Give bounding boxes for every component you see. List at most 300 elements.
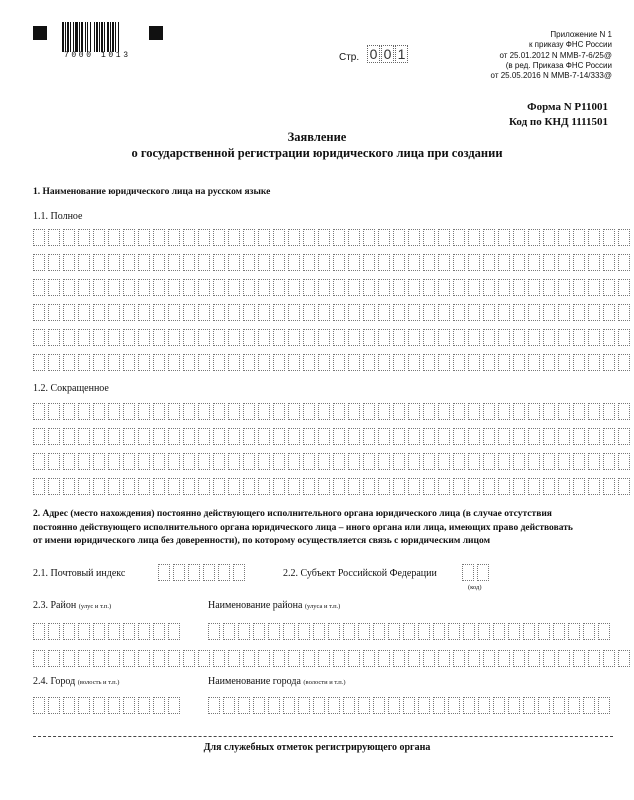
input-cell[interactable] xyxy=(213,279,225,296)
input-cell[interactable] xyxy=(168,254,180,271)
input-cell[interactable] xyxy=(168,428,180,445)
input-cell[interactable] xyxy=(558,650,570,667)
input-cell[interactable] xyxy=(243,329,255,346)
input-cell[interactable] xyxy=(408,229,420,246)
input-cell[interactable] xyxy=(138,697,150,714)
input-cell[interactable] xyxy=(333,254,345,271)
input-cell[interactable] xyxy=(573,478,585,495)
input-cell[interactable] xyxy=(483,478,495,495)
input-cell[interactable] xyxy=(228,304,240,321)
input-cell[interactable] xyxy=(238,697,250,714)
input-cell[interactable] xyxy=(618,453,630,470)
input-cell[interactable] xyxy=(418,697,430,714)
input-cell[interactable] xyxy=(378,428,390,445)
input-cell[interactable] xyxy=(93,697,105,714)
input-cell[interactable] xyxy=(288,229,300,246)
input-cell[interactable] xyxy=(528,650,540,667)
input-cell[interactable] xyxy=(258,329,270,346)
input-cell[interactable] xyxy=(258,403,270,420)
input-cell[interactable] xyxy=(243,279,255,296)
input-cell[interactable] xyxy=(528,229,540,246)
input-cell[interactable] xyxy=(123,478,135,495)
input-cell[interactable] xyxy=(273,229,285,246)
input-cell[interactable] xyxy=(78,697,90,714)
input-cell[interactable] xyxy=(358,697,370,714)
input-cell[interactable] xyxy=(138,453,150,470)
input-cell[interactable] xyxy=(483,304,495,321)
input-cell[interactable] xyxy=(93,403,105,420)
input-cell[interactable] xyxy=(93,229,105,246)
input-cell[interactable] xyxy=(63,329,75,346)
input-cell[interactable] xyxy=(363,304,375,321)
input-cell[interactable] xyxy=(318,329,330,346)
input-cell[interactable] xyxy=(573,254,585,271)
input-cell[interactable] xyxy=(453,478,465,495)
input-cell[interactable] xyxy=(363,229,375,246)
input-cell[interactable] xyxy=(258,354,270,371)
input-cell[interactable] xyxy=(328,623,340,640)
input-cell[interactable] xyxy=(273,650,285,667)
input-cell[interactable] xyxy=(273,304,285,321)
input-cell[interactable] xyxy=(468,304,480,321)
input-cell[interactable] xyxy=(48,453,60,470)
input-cell[interactable] xyxy=(543,428,555,445)
input-cell[interactable] xyxy=(123,304,135,321)
input-cell[interactable] xyxy=(288,428,300,445)
input-cell[interactable] xyxy=(483,403,495,420)
input-cell[interactable] xyxy=(423,403,435,420)
input-cell[interactable] xyxy=(273,279,285,296)
input-cell[interactable] xyxy=(93,304,105,321)
input-cell[interactable] xyxy=(348,453,360,470)
input-cell[interactable] xyxy=(553,623,565,640)
input-cell[interactable] xyxy=(303,453,315,470)
input-cell[interactable] xyxy=(423,329,435,346)
input-cell[interactable] xyxy=(183,229,195,246)
input-cell[interactable] xyxy=(558,453,570,470)
input-cell[interactable] xyxy=(523,623,535,640)
input-cell[interactable] xyxy=(318,650,330,667)
input-cell[interactable] xyxy=(423,304,435,321)
input-cell[interactable] xyxy=(198,453,210,470)
input-cell[interactable] xyxy=(268,697,280,714)
input-cell[interactable] xyxy=(598,697,610,714)
input-cell[interactable] xyxy=(393,478,405,495)
input-cell[interactable] xyxy=(408,453,420,470)
input-cell[interactable] xyxy=(153,623,165,640)
input-cell[interactable] xyxy=(543,254,555,271)
input-cell[interactable] xyxy=(513,279,525,296)
input-cell[interactable] xyxy=(108,229,120,246)
input-cell[interactable] xyxy=(348,329,360,346)
input-cell[interactable] xyxy=(93,279,105,296)
input-cell[interactable] xyxy=(543,329,555,346)
input-cell[interactable] xyxy=(168,623,180,640)
input-cell[interactable] xyxy=(393,354,405,371)
input-cell[interactable] xyxy=(243,403,255,420)
input-cell[interactable] xyxy=(228,254,240,271)
input-cell[interactable] xyxy=(63,623,75,640)
input-cell[interactable] xyxy=(588,650,600,667)
input-cell[interactable] xyxy=(523,697,535,714)
input-cell[interactable] xyxy=(328,697,340,714)
input-cell[interactable] xyxy=(288,478,300,495)
input-cell[interactable] xyxy=(528,254,540,271)
input-cell[interactable] xyxy=(573,354,585,371)
input-cell[interactable] xyxy=(477,564,489,581)
page-digit-cell[interactable]: 0 xyxy=(367,45,380,63)
input-cell[interactable] xyxy=(468,428,480,445)
input-cell[interactable] xyxy=(108,329,120,346)
input-cell[interactable] xyxy=(123,403,135,420)
input-cell[interactable] xyxy=(253,623,265,640)
input-cell[interactable] xyxy=(438,403,450,420)
input-cell[interactable] xyxy=(313,697,325,714)
input-cell[interactable] xyxy=(498,478,510,495)
input-cell[interactable] xyxy=(373,697,385,714)
input-cell[interactable] xyxy=(123,279,135,296)
input-cell[interactable] xyxy=(168,229,180,246)
input-cell[interactable] xyxy=(528,428,540,445)
input-cell[interactable] xyxy=(313,623,325,640)
input-cell[interactable] xyxy=(318,354,330,371)
input-cell[interactable] xyxy=(513,354,525,371)
input-cell[interactable] xyxy=(273,254,285,271)
input-cell[interactable] xyxy=(318,453,330,470)
input-cell[interactable] xyxy=(583,623,595,640)
input-cell[interactable] xyxy=(543,279,555,296)
input-cell[interactable] xyxy=(408,254,420,271)
input-cell[interactable] xyxy=(63,354,75,371)
input-cell[interactable] xyxy=(63,453,75,470)
input-cell[interactable] xyxy=(283,697,295,714)
input-cell[interactable] xyxy=(528,304,540,321)
input-cell[interactable] xyxy=(78,478,90,495)
input-cell[interactable] xyxy=(378,354,390,371)
input-cell[interactable] xyxy=(153,478,165,495)
input-cell[interactable] xyxy=(513,403,525,420)
input-cell[interactable] xyxy=(108,304,120,321)
input-cell[interactable] xyxy=(463,697,475,714)
input-cell[interactable] xyxy=(123,229,135,246)
input-cell[interactable] xyxy=(228,279,240,296)
input-cell[interactable] xyxy=(363,428,375,445)
input-cell[interactable] xyxy=(408,403,420,420)
input-cell[interactable] xyxy=(493,697,505,714)
input-cell[interactable] xyxy=(123,623,135,640)
input-cell[interactable] xyxy=(168,697,180,714)
input-cell[interactable] xyxy=(303,478,315,495)
input-cell[interactable] xyxy=(48,478,60,495)
input-cell[interactable] xyxy=(618,428,630,445)
input-cell[interactable] xyxy=(543,403,555,420)
input-cell[interactable] xyxy=(603,279,615,296)
input-cell[interactable] xyxy=(588,428,600,445)
input-cell[interactable] xyxy=(333,229,345,246)
input-cell[interactable] xyxy=(318,478,330,495)
input-cell[interactable] xyxy=(588,254,600,271)
input-cell[interactable] xyxy=(568,623,580,640)
input-cell[interactable] xyxy=(318,403,330,420)
input-cell[interactable] xyxy=(108,354,120,371)
input-cell[interactable] xyxy=(153,229,165,246)
input-cell[interactable] xyxy=(183,403,195,420)
input-cell[interactable] xyxy=(48,329,60,346)
input-cell[interactable] xyxy=(618,229,630,246)
input-cell[interactable] xyxy=(348,650,360,667)
input-cell[interactable] xyxy=(63,650,75,667)
input-cell[interactable] xyxy=(498,354,510,371)
input-cell[interactable] xyxy=(288,254,300,271)
input-cell[interactable] xyxy=(363,478,375,495)
input-cell[interactable] xyxy=(453,254,465,271)
input-cell[interactable] xyxy=(183,478,195,495)
input-cell[interactable] xyxy=(483,453,495,470)
input-cell[interactable] xyxy=(468,254,480,271)
input-cell[interactable] xyxy=(318,279,330,296)
input-cell[interactable] xyxy=(228,428,240,445)
input-cell[interactable] xyxy=(48,279,60,296)
input-cell[interactable] xyxy=(333,304,345,321)
input-cell[interactable] xyxy=(288,279,300,296)
input-cell[interactable] xyxy=(153,453,165,470)
input-cell[interactable] xyxy=(603,304,615,321)
input-cell[interactable] xyxy=(603,254,615,271)
input-cell[interactable] xyxy=(138,354,150,371)
input-cell[interactable] xyxy=(378,650,390,667)
input-cell[interactable] xyxy=(258,229,270,246)
input-cell[interactable] xyxy=(403,697,415,714)
input-cell[interactable] xyxy=(478,623,490,640)
input-cell[interactable] xyxy=(318,254,330,271)
input-cell[interactable] xyxy=(303,279,315,296)
input-cell[interactable] xyxy=(33,428,45,445)
input-cell[interactable] xyxy=(138,650,150,667)
input-cell[interactable] xyxy=(618,329,630,346)
input-cell[interactable] xyxy=(63,697,75,714)
input-cell[interactable] xyxy=(168,329,180,346)
input-cell[interactable] xyxy=(228,478,240,495)
input-cell[interactable] xyxy=(388,697,400,714)
input-cell[interactable] xyxy=(513,229,525,246)
input-cell[interactable] xyxy=(168,304,180,321)
input-cell[interactable] xyxy=(48,623,60,640)
input-cell[interactable] xyxy=(463,623,475,640)
input-cell[interactable] xyxy=(393,453,405,470)
input-cell[interactable] xyxy=(78,354,90,371)
input-cell[interactable] xyxy=(158,564,170,581)
input-cell[interactable] xyxy=(253,697,265,714)
input-cell[interactable] xyxy=(483,229,495,246)
input-cell[interactable] xyxy=(108,403,120,420)
input-cell[interactable] xyxy=(558,304,570,321)
input-cell[interactable] xyxy=(543,478,555,495)
input-cell[interactable] xyxy=(123,650,135,667)
input-cell[interactable] xyxy=(48,650,60,667)
input-cell[interactable] xyxy=(378,329,390,346)
input-cell[interactable] xyxy=(438,478,450,495)
input-cell[interactable] xyxy=(273,428,285,445)
input-cell[interactable] xyxy=(363,254,375,271)
input-cell[interactable] xyxy=(198,279,210,296)
input-cell[interactable] xyxy=(168,354,180,371)
input-cell[interactable] xyxy=(333,428,345,445)
input-cell[interactable] xyxy=(433,697,445,714)
input-cell[interactable] xyxy=(468,229,480,246)
input-cell[interactable] xyxy=(223,623,235,640)
input-cell[interactable] xyxy=(453,453,465,470)
input-cell[interactable] xyxy=(33,697,45,714)
input-cell[interactable] xyxy=(228,329,240,346)
input-cell[interactable] xyxy=(603,354,615,371)
input-cell[interactable] xyxy=(63,428,75,445)
input-cell[interactable] xyxy=(78,428,90,445)
input-cell[interactable] xyxy=(303,428,315,445)
input-cell[interactable] xyxy=(468,403,480,420)
input-cell[interactable] xyxy=(168,650,180,667)
input-cell[interactable] xyxy=(173,564,185,581)
input-cell[interactable] xyxy=(363,329,375,346)
input-cell[interactable] xyxy=(153,403,165,420)
input-cell[interactable] xyxy=(408,428,420,445)
input-cell[interactable] xyxy=(498,304,510,321)
input-cell[interactable] xyxy=(33,329,45,346)
input-cell[interactable] xyxy=(603,478,615,495)
input-cell[interactable] xyxy=(333,279,345,296)
input-cell[interactable] xyxy=(198,304,210,321)
input-cell[interactable] xyxy=(78,329,90,346)
input-cell[interactable] xyxy=(603,229,615,246)
input-cell[interactable] xyxy=(33,254,45,271)
input-cell[interactable] xyxy=(303,329,315,346)
input-cell[interactable] xyxy=(108,279,120,296)
input-cell[interactable] xyxy=(198,229,210,246)
input-cell[interactable] xyxy=(348,354,360,371)
input-cell[interactable] xyxy=(378,254,390,271)
input-cell[interactable] xyxy=(303,254,315,271)
input-cell[interactable] xyxy=(33,478,45,495)
input-cell[interactable] xyxy=(363,403,375,420)
input-cell[interactable] xyxy=(93,428,105,445)
input-cell[interactable] xyxy=(233,564,245,581)
input-cell[interactable] xyxy=(198,478,210,495)
input-cell[interactable] xyxy=(468,329,480,346)
input-cell[interactable] xyxy=(513,478,525,495)
input-cell[interactable] xyxy=(213,229,225,246)
input-cell[interactable] xyxy=(48,354,60,371)
input-cell[interactable] xyxy=(513,453,525,470)
input-cell[interactable] xyxy=(123,354,135,371)
input-cell[interactable] xyxy=(498,329,510,346)
input-cell[interactable] xyxy=(558,354,570,371)
input-cell[interactable] xyxy=(108,697,120,714)
input-cell[interactable] xyxy=(273,329,285,346)
input-cell[interactable] xyxy=(153,254,165,271)
input-cell[interactable] xyxy=(78,650,90,667)
input-cell[interactable] xyxy=(573,428,585,445)
input-cell[interactable] xyxy=(93,623,105,640)
input-cell[interactable] xyxy=(598,623,610,640)
input-cell[interactable] xyxy=(618,304,630,321)
input-cell[interactable] xyxy=(438,254,450,271)
input-cell[interactable] xyxy=(528,354,540,371)
input-cell[interactable] xyxy=(198,354,210,371)
page-digit-cell[interactable]: 0 xyxy=(381,45,394,63)
input-cell[interactable] xyxy=(618,403,630,420)
input-cell[interactable] xyxy=(378,279,390,296)
input-cell[interactable] xyxy=(498,403,510,420)
input-cell[interactable] xyxy=(448,623,460,640)
input-cell[interactable] xyxy=(213,478,225,495)
input-cell[interactable] xyxy=(78,254,90,271)
input-cell[interactable] xyxy=(208,697,220,714)
input-cell[interactable] xyxy=(138,254,150,271)
input-cell[interactable] xyxy=(303,229,315,246)
input-cell[interactable] xyxy=(123,329,135,346)
input-cell[interactable] xyxy=(618,254,630,271)
input-cell[interactable] xyxy=(48,254,60,271)
input-cell[interactable] xyxy=(333,403,345,420)
input-cell[interactable] xyxy=(558,403,570,420)
input-cell[interactable] xyxy=(433,623,445,640)
input-cell[interactable] xyxy=(423,354,435,371)
input-cell[interactable] xyxy=(33,650,45,667)
input-cell[interactable] xyxy=(348,229,360,246)
input-cell[interactable] xyxy=(123,428,135,445)
input-cell[interactable] xyxy=(48,428,60,445)
input-cell[interactable] xyxy=(453,650,465,667)
input-cell[interactable] xyxy=(573,229,585,246)
input-cell[interactable] xyxy=(213,354,225,371)
input-cell[interactable] xyxy=(468,354,480,371)
input-cell[interactable] xyxy=(468,453,480,470)
input-cell[interactable] xyxy=(513,650,525,667)
input-cell[interactable] xyxy=(333,453,345,470)
input-cell[interactable] xyxy=(483,650,495,667)
input-cell[interactable] xyxy=(408,650,420,667)
input-cell[interactable] xyxy=(438,650,450,667)
input-cell[interactable] xyxy=(363,650,375,667)
input-cell[interactable] xyxy=(108,478,120,495)
input-cell[interactable] xyxy=(603,329,615,346)
input-cell[interactable] xyxy=(393,279,405,296)
input-cell[interactable] xyxy=(588,229,600,246)
input-cell[interactable] xyxy=(573,304,585,321)
input-cell[interactable] xyxy=(183,650,195,667)
input-cell[interactable] xyxy=(138,478,150,495)
input-cell[interactable] xyxy=(363,453,375,470)
input-cell[interactable] xyxy=(198,329,210,346)
input-cell[interactable] xyxy=(588,304,600,321)
input-cell[interactable] xyxy=(468,478,480,495)
input-cell[interactable] xyxy=(408,304,420,321)
input-cell[interactable] xyxy=(538,623,550,640)
input-cell[interactable] xyxy=(558,329,570,346)
input-cell[interactable] xyxy=(213,403,225,420)
input-cell[interactable] xyxy=(498,650,510,667)
input-cell[interactable] xyxy=(93,329,105,346)
input-cell[interactable] xyxy=(153,650,165,667)
input-cell[interactable] xyxy=(258,453,270,470)
input-cell[interactable] xyxy=(33,229,45,246)
input-cell[interactable] xyxy=(93,478,105,495)
input-cell[interactable] xyxy=(78,229,90,246)
input-cell[interactable] xyxy=(483,254,495,271)
input-cell[interactable] xyxy=(78,403,90,420)
input-cell[interactable] xyxy=(303,354,315,371)
page-digit-cell[interactable]: 1 xyxy=(395,45,408,63)
input-cell[interactable] xyxy=(108,428,120,445)
